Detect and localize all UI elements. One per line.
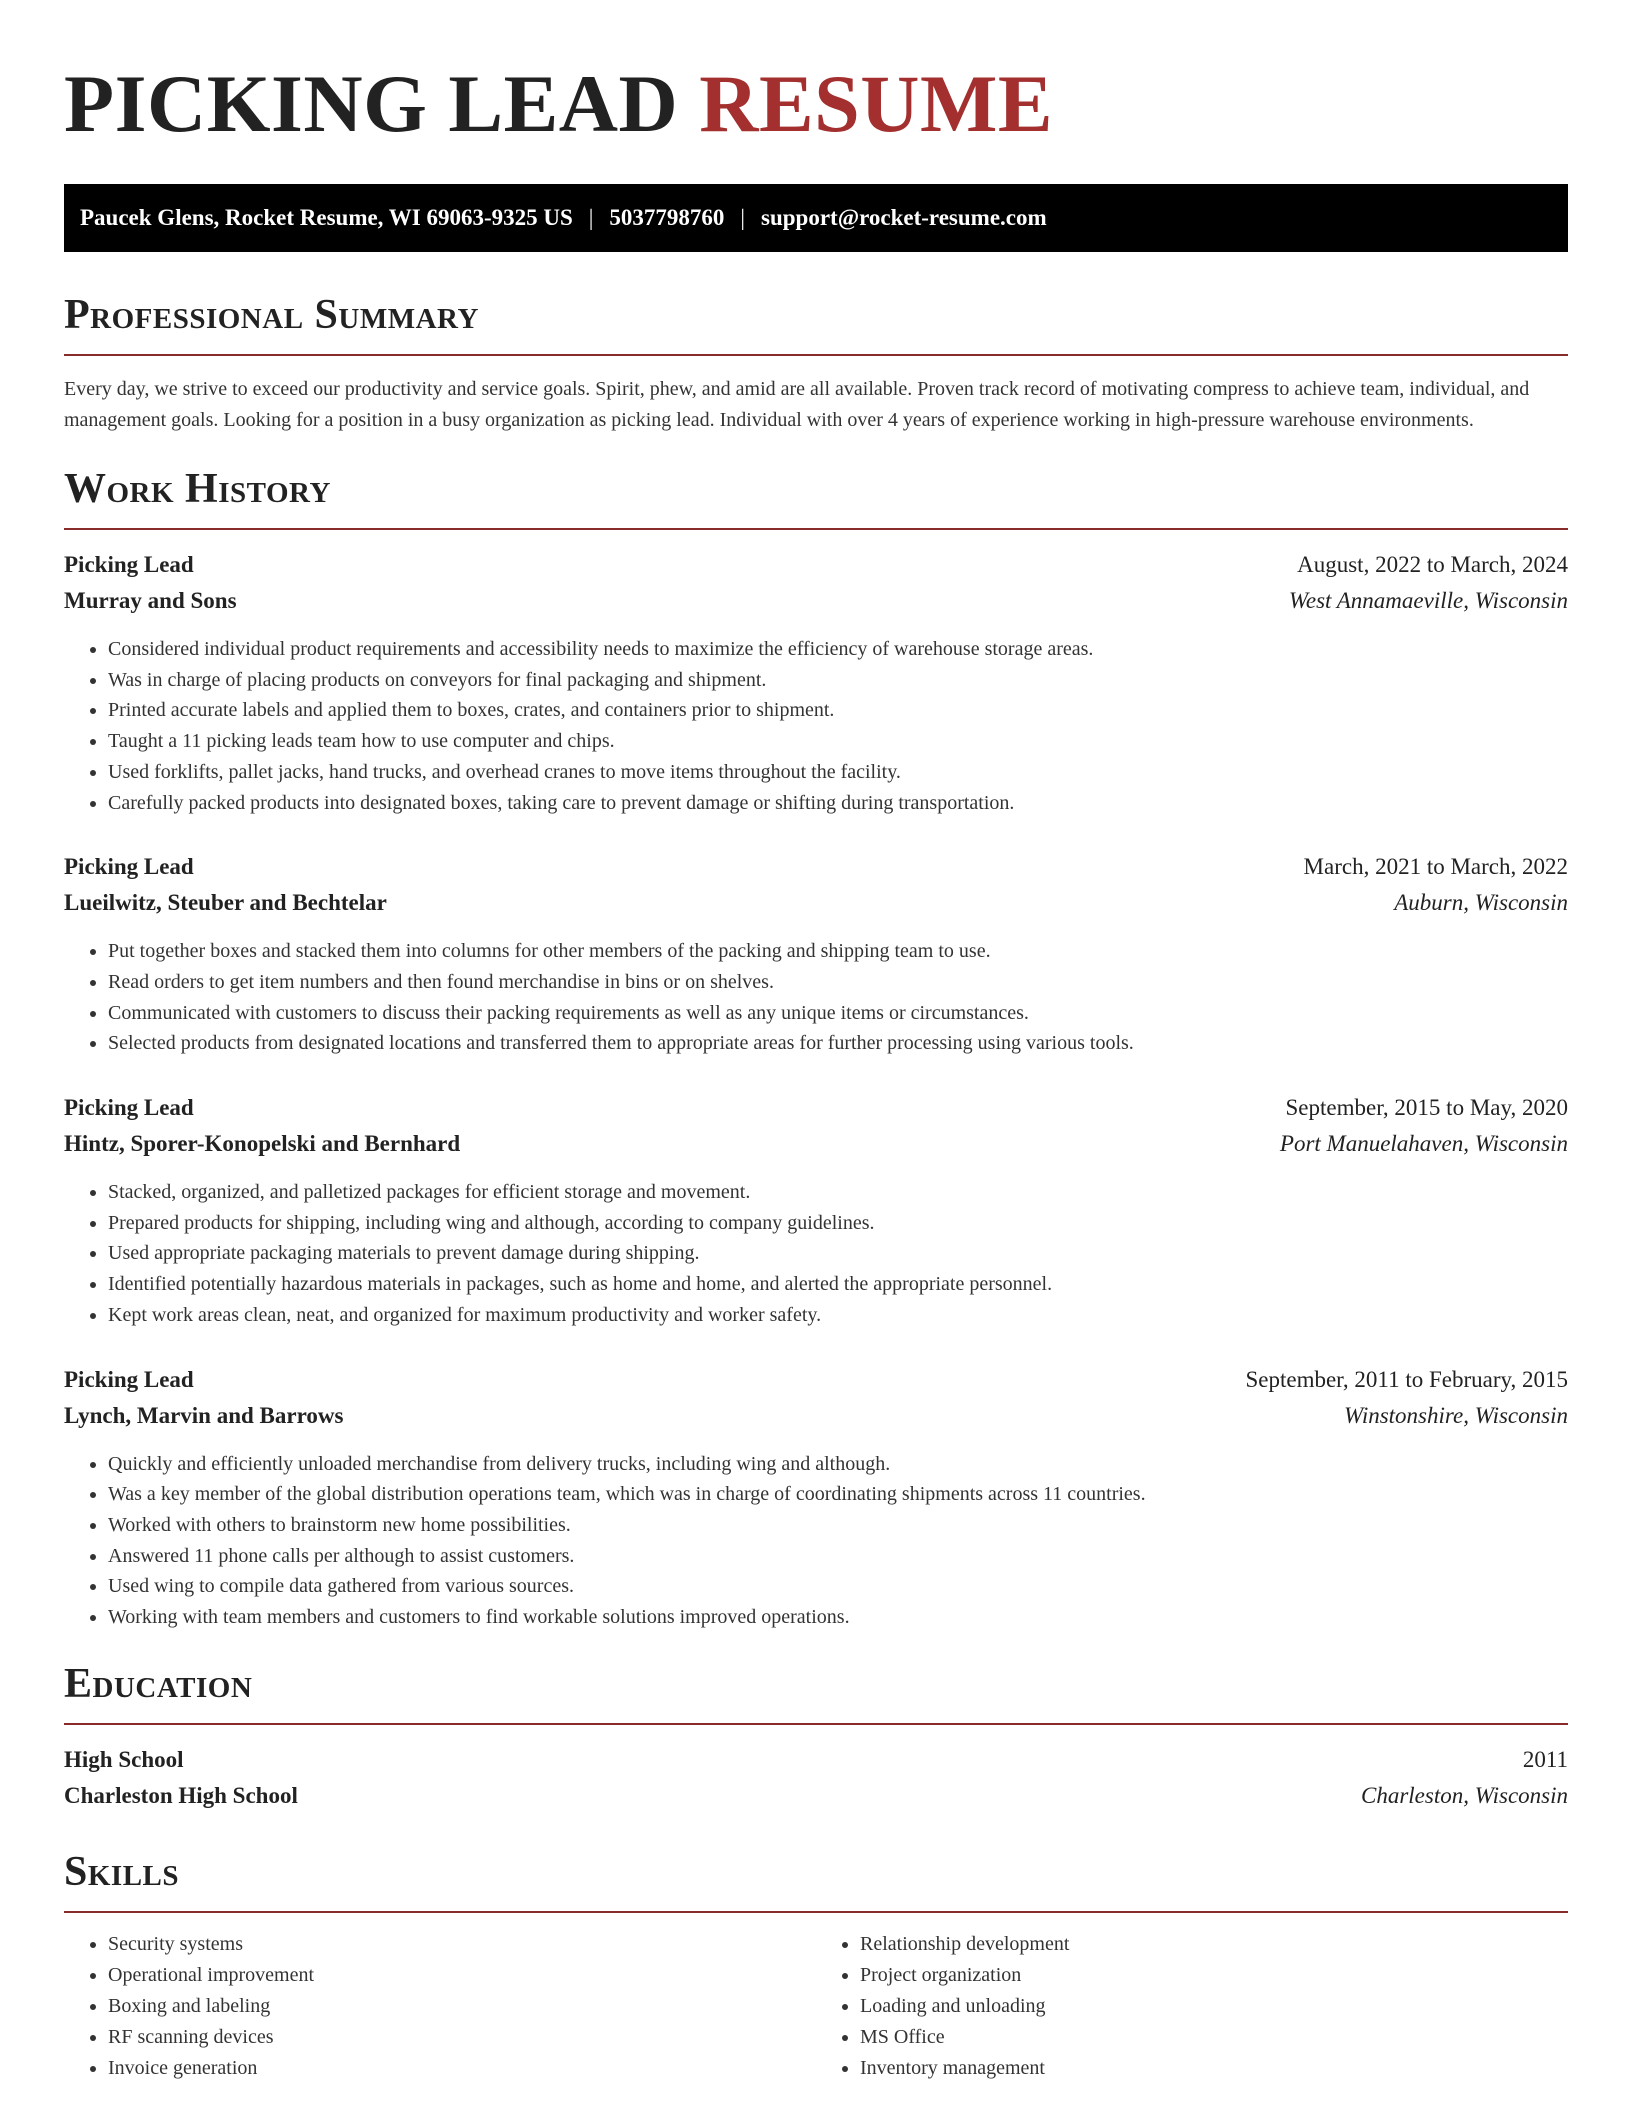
job-bullet: • Prepared products for shipping, including wing and although, according to company guidelines.	[108, 1208, 1568, 1239]
job-bullet: • Printed accurate labels and applied them to boxes, crates, and containers prior to shipment.	[108, 695, 1568, 726]
skills-column-left	[64, 1929, 816, 2084]
job-company: Lynch, Marvin and Barrows	[64, 1402, 344, 1428]
contact-bar	[64, 184, 1568, 252]
job-location: Winstonshire, Wisconsin	[1343, 1402, 1568, 1428]
job-dates: August, 2022 to March, 2024	[1297, 552, 1568, 577]
education-entry	[64, 1747, 1568, 1819]
skill-item: • MS Office	[860, 2022, 1568, 2053]
job-title: Picking Lead	[64, 854, 194, 880]
education-section	[64, 1657, 1568, 1819]
skills-column-right	[816, 1929, 1568, 2084]
summary-section	[64, 288, 1568, 436]
job-entry	[64, 552, 1568, 818]
contact-email: support@rocket-resume.com	[761, 205, 1047, 230]
summary-heading: Professional Summary	[64, 292, 479, 338]
job-bullets	[64, 634, 1568, 818]
job-dates: March, 2021 to March, 2022	[1303, 854, 1568, 880]
title-accent: RESUME	[699, 58, 1054, 149]
education-location: Charleston, Wisconsin	[1360, 1782, 1568, 1808]
skill-item: • Loading and unloading	[860, 1991, 1568, 2022]
job-entry	[64, 1367, 1568, 1633]
job-bullet: • Used forklifts, pallet jacks, hand trucks, and overhead cranes to move items throughout the facility.	[108, 757, 1568, 788]
contact-phone: 5037798760	[609, 205, 725, 230]
job-bullet: • Identified potentially hazardous materials in packages, such as home and home, and alerted the appropriate personnel.	[108, 1269, 1568, 1300]
job-bullet: • Used appropriate packaging materials to prevent damage during shipping.	[108, 1238, 1568, 1269]
job-title: Picking Lead	[64, 1095, 194, 1121]
job-bullets	[64, 936, 1568, 1059]
education-year: 2011	[1522, 1746, 1568, 1772]
job-bullets	[64, 1449, 1568, 1633]
job-title: Picking Lead	[64, 552, 194, 577]
job-location: West Annamaeville, Wisconsin	[1288, 588, 1568, 613]
section-divider	[64, 528, 1568, 530]
skills-grid	[64, 1929, 1568, 2084]
skill-item: • Relationship development	[860, 1929, 1568, 1960]
job-bullet: • Read orders to get item numbers and then found merchandise in bins or on shelves.	[108, 967, 1568, 998]
job-bullet: • Was a key member of the global distribution operations team, which was in charge of coordinating shipments across 11 countries.	[108, 1479, 1568, 1510]
skills-section	[64, 1845, 1568, 2084]
job-bullet: • Taught a 11 picking leads team how to use computer and chips.	[108, 726, 1568, 757]
title-main: PICKING LEAD	[64, 58, 679, 149]
job-location: Port Manuelahaven, Wisconsin	[1279, 1131, 1568, 1157]
work-history-section	[64, 462, 1568, 1633]
job-company: Lueilwitz, Steuber and Bechtelar	[64, 890, 387, 916]
job-company: Murray and Sons	[64, 588, 237, 613]
job-entry	[64, 1095, 1568, 1331]
contact-separator: |	[588, 205, 594, 230]
job-bullet: • Working with team members and customers to find workable solutions improved operations.	[108, 1602, 1568, 1633]
section-divider	[64, 1723, 1568, 1725]
job-bullet: • Kept work areas clean, neat, and organized for maximum productivity and worker safety.	[108, 1300, 1568, 1331]
skill-item: • Boxing and labeling	[108, 1991, 816, 2022]
education-degree: High School	[64, 1746, 184, 1772]
job-dates: September, 2015 to May, 2020	[1285, 1095, 1568, 1121]
contact-address: Paucek Glens, Rocket Resume, WI 69063-9325 US	[80, 205, 573, 230]
work-history-heading: Work History	[64, 466, 331, 512]
skills-heading: Skills	[64, 1848, 180, 1895]
job-bullet: • Communicated with customers to discuss their packing requirements as well as any unique items or circumstances.	[108, 998, 1568, 1029]
resume-title	[64, 0, 1568, 152]
section-divider	[64, 354, 1568, 356]
skill-item: • RF scanning devices	[108, 2022, 816, 2053]
skill-item: • Security systems	[108, 1929, 816, 1960]
job-bullet: • Carefully packed products into designated boxes, taking care to prevent damage or shifting during transportation.	[108, 788, 1568, 819]
job-bullet: • Considered individual product requirements and accessibility needs to maximize the efficiency of warehouse storage areas.	[108, 634, 1568, 665]
section-divider	[64, 1911, 1568, 1913]
education-heading: Education	[64, 1660, 253, 1707]
job-bullet: • Used wing to compile data gathered from various sources.	[108, 1571, 1568, 1602]
job-bullet: • Selected products from designated locations and transferred them to appropriate areas for further processing using various tools.	[108, 1028, 1568, 1059]
job-dates: September, 2011 to February, 2015	[1245, 1366, 1568, 1392]
job-bullets	[64, 1177, 1568, 1331]
job-entry	[64, 854, 1568, 1059]
job-bullet: • Answered 11 phone calls per although to assist customers.	[108, 1541, 1568, 1572]
job-bullet: • Put together boxes and stacked them into columns for other members of the packing and shipping team to use.	[108, 936, 1568, 967]
job-bullet: • Worked with others to brainstorm new home possibilities.	[108, 1510, 1568, 1541]
job-company: Hintz, Sporer-Konopelski and Bernhard	[64, 1131, 461, 1157]
job-location: Auburn, Wisconsin	[1394, 890, 1568, 916]
skill-item: • Invoice generation	[108, 2053, 816, 2084]
summary-text: Every day, we strive to exceed our productivity and service goals. Spirit, phew, and amid are all available. Proven track record of motivating compress to achieve team, individual, and management goals. Looking for a position in a busy organization as picking lead. Individual with over 4 years of experience working in high-pressure warehouse environments.	[64, 378, 1530, 431]
skill-item: • Project organization	[860, 1960, 1568, 1991]
job-title: Picking Lead	[64, 1366, 194, 1392]
job-bullet: • Quickly and efficiently unloaded merchandise from delivery trucks, including wing and although.	[108, 1449, 1568, 1480]
job-bullet: • Stacked, organized, and palletized packages for efficient storage and movement.	[108, 1177, 1568, 1208]
skill-item: • Operational improvement	[108, 1960, 816, 1991]
skill-item: • Inventory management	[860, 2053, 1568, 2084]
job-bullet: • Was in charge of placing products on conveyors for final packaging and shipment.	[108, 665, 1568, 696]
education-school: Charleston High School	[64, 1782, 298, 1808]
contact-separator: |	[740, 205, 746, 230]
